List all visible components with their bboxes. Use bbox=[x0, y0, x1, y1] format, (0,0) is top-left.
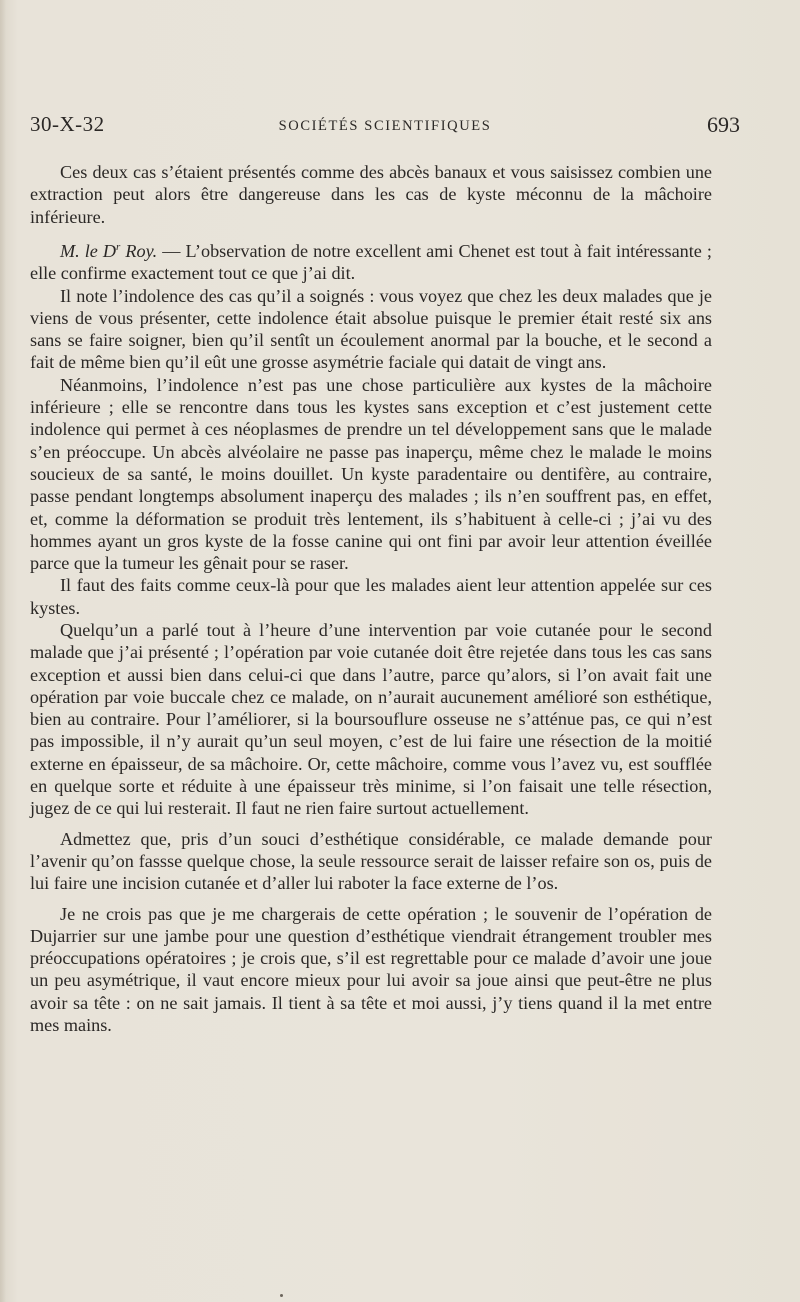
paragraph-1: Ces deux cas s’étaient présentés comme des abcès banaux et vous saisissez combien une extraction peut alors être dangereuse dans les cas de kyste méconnu de la mâchoire inférieure. bbox=[30, 162, 712, 227]
paragraph-3: Il note l’indolence des cas qu’il a soignés : vous voyez que chez les deux malades que je viens de vous présenter, cette indolence était absolue puisque le premier était resté six ans sans se faire soigner, bien qu’il sentît un écoulement anormal par la bouche, et le second a fait de même bien qu’il eût une grosse asymétrie faciale qui datait de vingt ans. bbox=[30, 285, 712, 373]
paragraph-2-text: — L’observation de notre excellent ami Chenet est tout à fait intéressante ; elle confirme exactement tout ce que j’ai dit. bbox=[30, 240, 712, 284]
speaker-surname: Roy. bbox=[120, 240, 158, 261]
header-title: SOCIÉTÉS SCIENTIFIQUES bbox=[278, 118, 492, 134]
paragraph-5: Il faut des faits comme ceux-là pour que les malades aient leur attention appelée sur ces kystes. bbox=[30, 575, 712, 618]
paragraph-7: Admettez que, pris d’un souci d’esthétique considérable, ce malade demande pour l’avenir qu’on fassse quelque chose, la seule ressource serait de laisser refaire son os, puis de lui faire une incision cutanée et d’aller lui raboter la face externe de l’os. bbox=[30, 828, 712, 894]
print-speck bbox=[280, 1294, 283, 1297]
binding-gutter bbox=[0, 0, 6, 1302]
speaker-title-sup: r bbox=[116, 240, 121, 253]
paragraph-8: Je ne crois pas que je me chargerais de cette opération ; le souvenir de l’opération de Dujarrier sur une jambe pour une question d’esthétique viendrait étrangement troubler mes préoccupations opératoires ; je crois que, s’il est regrettable pour ce malade d’avoir une joue un peu asymétrique, il vaut encore mieux pour lui avoir sa joue ainsi que peut-être ne plus avoir sa tête : on ne sait jamais. Il tient à sa tête et moi aussi, j’y tiens quand il la met entre mes mains. bbox=[30, 903, 712, 1036]
paragraph-4: Néanmoins, l’indolence n’est pas une chose particulière aux kystes de la mâchoire inférieure ; elle se rencontre dans tous les kystes sans exception et c’est justement cette indolence qui permet à ces néoplasmes de prendre un tel développement sans que le malade s’en préoccupe. Un abcès alvéolaire ne passe pas inaperçu, même chez le malade le moins soucieux de sa santé, le moins douillet. Un kyste paradentaire ou dentifère, au contraire, passe pendant longtemps absolument inaperçu des malades ; ils n’en souffrent pas, en effet, et, comme la déformation se produit très lentement, ils s’habituent à celle-ci ; j’ai vu des hommes ayant un gros kyste de la fosse canine qui ont fini par avoir leur attention éveillée parce que la tumeur les gênait pour se raser. bbox=[30, 374, 712, 574]
header-date: 30-X-32 bbox=[30, 112, 105, 136]
paragraph-2 bbox=[30, 236, 712, 285]
article-body bbox=[30, 161, 712, 1036]
paragraph-6: Quelqu’un a parlé tout à l’heure d’une intervention par voie cutanée pour le second malade que j’ai présenté ; l’opération par voie cutanée doit être rejetée dans tous les cas sans exception et aussi bien dans celui-ci que dans l’autre, parce qu’alors, si l’on avait fait une opération par voie buccale chez ce malade, on n’aurait aucunement amélioré son esthétique, bien au contraire. Pour l’améliorer, si la boursouflure osseuse ne s’atténue pas, ce qui n’est pas impossible, il n’y aurait qu’un seul moyen, c’est de lui faire une résection de la moitié externe en épaisseur, de sa mâchoire. Or, cette mâchoire, comme vous l’avez vu, est soufflée en quelque sorte et réduite à une épaisseur très minime, si l’on faisait une telle résection, jugez de ce qui lui resterait. Il faut ne rien faire surtout actuellement. bbox=[30, 620, 712, 819]
speaker-title: M. le D bbox=[60, 240, 117, 261]
speaker-name bbox=[60, 241, 157, 261]
page-number: 693 bbox=[707, 112, 740, 137]
running-header bbox=[30, 112, 740, 142]
